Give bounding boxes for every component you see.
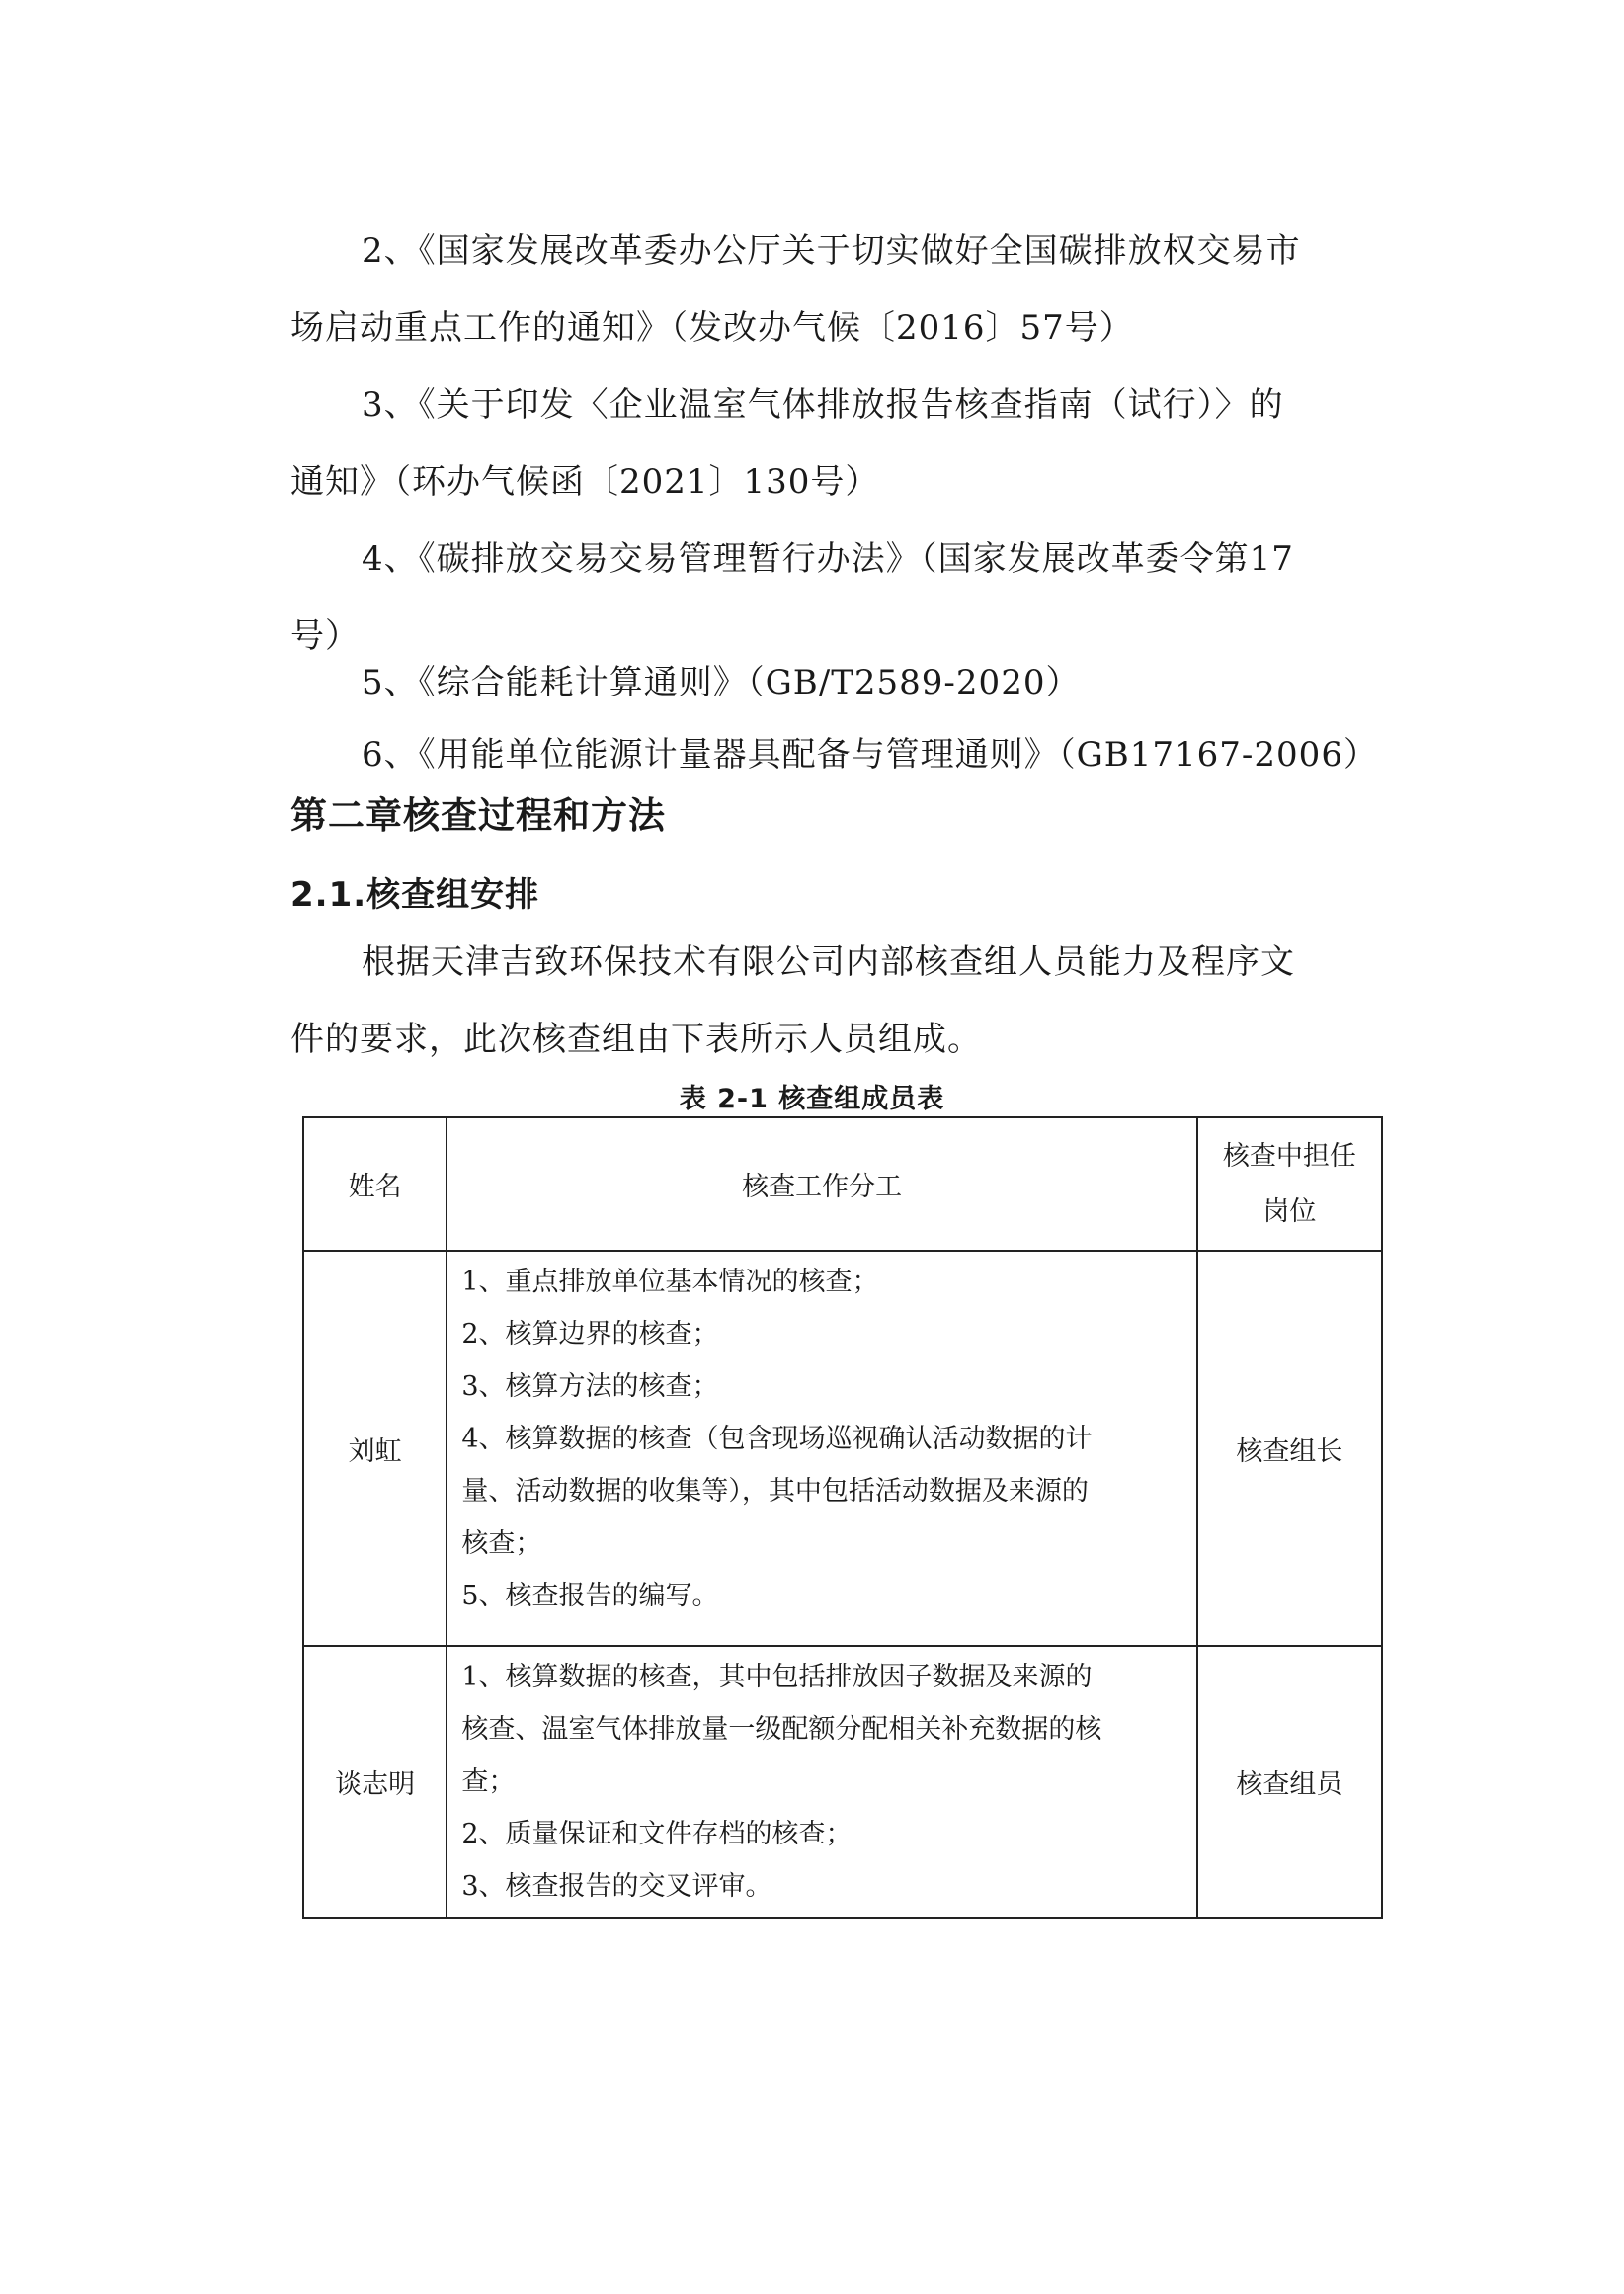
task-line: 量、活动数据的收集等），其中包括活动数据及来源的	[461, 1476, 1089, 1507]
task-line: 1、重点排放单位基本情况的核查；	[461, 1267, 879, 1297]
reference-line: 5、《综合能耗计算通则》（GB/T2589-2020）	[362, 663, 1081, 702]
task-line: 4、核算数据的核查（包含现场巡视确认活动数据的计	[461, 1424, 1093, 1454]
reference-item-5	[290, 644, 1357, 721]
reference-line: 场启动重点工作的通知》（发改办气候〔2016〕57号）	[290, 308, 1134, 348]
task-line: 3、核查报告的交叉评审。	[461, 1871, 772, 1902]
header-role-line2: 岗位	[1262, 1195, 1317, 1227]
table-row	[303, 1251, 1382, 1646]
section-title: 2.1.核查组安排	[290, 875, 540, 915]
reference-line: 3、《关于印发〈企业温室气体排放报告核查指南（试行）〉的	[362, 385, 1284, 425]
task-line: 5、核查报告的编写。	[461, 1581, 719, 1611]
header-role	[1197, 1117, 1382, 1251]
member-tasks	[447, 1646, 1196, 1918]
member-name: 刘虹	[303, 1251, 447, 1646]
reference-item-6	[290, 716, 1378, 793]
reference-line: 2、《国家发展改革委办公厅关于切实做好全国碳排放权交易市	[362, 231, 1301, 271]
header-work: 核查工作分工	[447, 1117, 1196, 1251]
task-line: 查；	[461, 1766, 516, 1797]
task-line: 核查；	[461, 1528, 542, 1559]
paragraph-line: 根据天津吉致环保技术有限公司内部核查组人员能力及程序文	[362, 942, 1295, 982]
task-line: 核查、温室气体排放量一级配额分配相关补充数据的核	[461, 1714, 1102, 1745]
header-name: 姓名	[303, 1117, 447, 1251]
member-role: 核查组长	[1197, 1251, 1382, 1646]
task-line: 3、核算方法的核查；	[461, 1371, 719, 1402]
table-caption: 表 2-1 核查组成员表	[679, 1084, 945, 1114]
reference-line: 6、《用能单位能源计量器具配备与管理通则》（GB17167-2006）	[362, 735, 1378, 775]
member-name: 谈志明	[303, 1646, 447, 1918]
header-role-line1: 核查中担任	[1222, 1140, 1356, 1172]
members-table	[302, 1116, 1383, 1919]
reference-line: 号）	[290, 616, 360, 656]
task-line: 1、核算数据的核查，其中包括排放因子数据及来源的	[461, 1662, 1093, 1692]
task-line: 2、质量保证和文件存档的核查；	[461, 1819, 853, 1849]
task-line: 2、核算边界的核查；	[461, 1319, 719, 1350]
table-row	[303, 1646, 1382, 1918]
reference-item-3	[290, 367, 1357, 521]
reference-item-2	[290, 212, 1357, 367]
reference-line: 4、《碳排放交易交易管理暂行办法》（国家发展改革委令第17	[362, 539, 1294, 579]
member-role: 核查组员	[1197, 1646, 1382, 1918]
table-header-row	[303, 1117, 1382, 1251]
member-tasks	[447, 1251, 1196, 1646]
body-paragraph	[290, 924, 1357, 1078]
paragraph-line: 件的要求，此次核查组由下表所示人员组成。	[290, 1020, 982, 1059]
reference-line: 通知》（环办气候函〔2021〕130号）	[290, 462, 880, 502]
chapter-title: 第二章核查过程和方法	[290, 794, 666, 837]
